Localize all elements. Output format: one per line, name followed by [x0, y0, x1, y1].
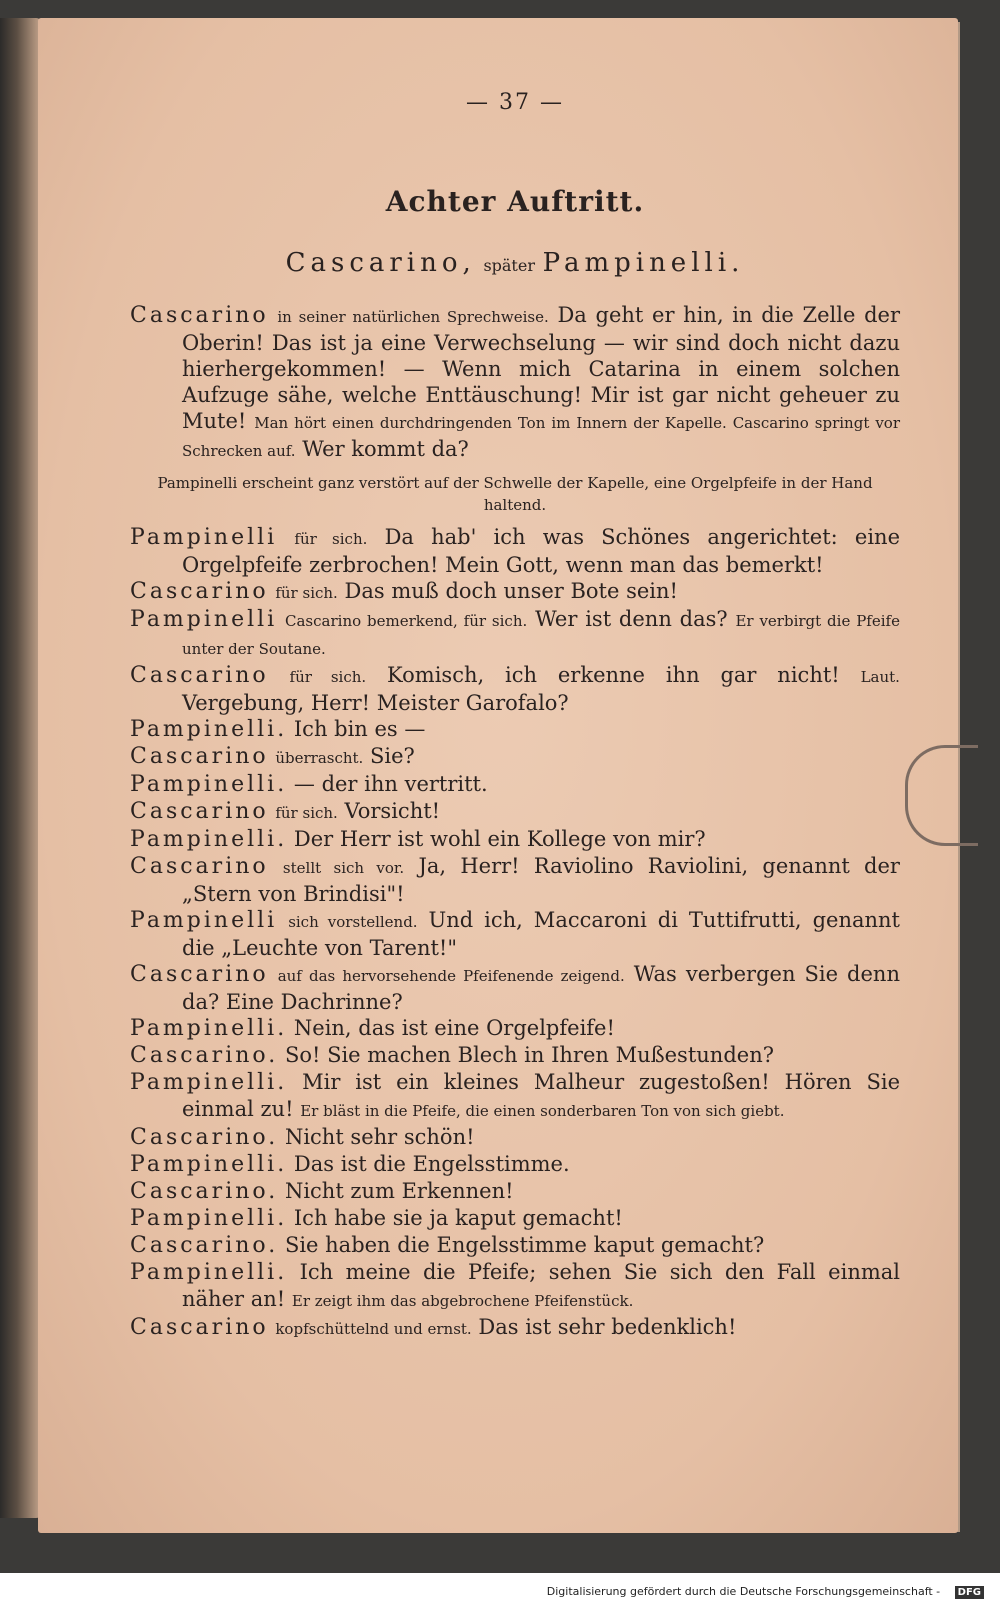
dialogue [130, 302, 900, 1342]
dialogue-line [130, 662, 900, 716]
dialogue-line [130, 716, 900, 743]
paper-clip-mark [905, 745, 978, 846]
dialogue-line [130, 743, 900, 771]
dialogue-line [130, 853, 900, 907]
stage-direction: Er bläst in die Pfeife, die einen sonderbaren Ton von sich giebt. [300, 1102, 785, 1120]
speaker-name: Cascarino [130, 744, 269, 769]
speaker-name: Cascarino [130, 962, 269, 987]
dialogue-line [130, 606, 900, 662]
dialogue-line [130, 961, 900, 1015]
spoken-text: Da geht er hin, in die Zelle der Oberin! Das ist ja eine Verwechselung — wir sind doch nicht dazu hierhergekommen! — Wenn mich Catarina in einem solchen Aufzuge sähe, welche Enttäuschung! Mir ist gar nicht geheuer zu Mute! [182, 303, 900, 433]
speaker-name: Cascarino [130, 579, 269, 604]
speaker-name: Pampinelli. [130, 827, 288, 852]
stage-direction: für sich. [294, 530, 368, 548]
spoken-text: Das muß doch unser Bote sein! [344, 579, 678, 603]
dialogue-line [130, 771, 900, 798]
dialogue-line [130, 524, 900, 578]
spoken-text: Komisch, ich erkenne ihn gar nicht! [387, 663, 840, 687]
speaker-name: Cascarino. [130, 1233, 279, 1258]
stage-direction: Er zeigt ihm das abgebrochene Pfeifenstück. [291, 1292, 634, 1310]
dialogue-line [130, 1042, 900, 1069]
spoken-text: Sie haben die Engelsstimme kaput gemacht? [284, 1233, 765, 1257]
stage-direction: Pampinelli erscheint ganz verstört auf der Schwelle der Kapelle, eine Orgelpfeife in der Hand haltend. [157, 474, 873, 514]
speaker-name: Pampinelli [130, 607, 278, 632]
spoken-text: Ja, Herr! Raviolino Raviolini, genannt der „Stern von Brindisi"! [182, 854, 900, 906]
stage-direction: für sich. [275, 804, 338, 822]
dfg-logo: DFG [955, 1586, 984, 1599]
cast-line [130, 248, 900, 278]
stage-direction: Man hört einen durchdringenden Ton im Innern der Kapelle. Cascarino springt vor Schrecken auf. [182, 414, 900, 460]
speaker-name: Pampinelli. [130, 1070, 288, 1095]
spoken-text: Sie? [370, 744, 415, 768]
cast-first: Cascarino, [285, 248, 476, 278]
spoken-text: Das ist die Engelsstimme. [293, 1152, 570, 1176]
dialogue-line [130, 1314, 900, 1342]
speaker-name: Cascarino [130, 1315, 269, 1340]
speaker-name: Cascarino [130, 854, 269, 879]
dialogue-line [130, 1151, 900, 1178]
spoken-text: Vorsicht! [344, 799, 441, 823]
spoken-text: Der Herr ist wohl ein Kollege von mir? [293, 827, 706, 851]
speaker-name: Cascarino. [130, 1179, 279, 1204]
stage-direction: für sich. [275, 584, 338, 602]
dialogue-line [130, 907, 900, 961]
dialogue-line [130, 798, 900, 826]
speaker-name: Pampinelli [130, 908, 278, 933]
stage-direction: sich vorstellend. [288, 913, 418, 931]
stage-direction: kopfschüttelnd und ernst. [275, 1320, 472, 1338]
speaker-name: Pampinelli. [130, 1206, 288, 1231]
stage-direction: Cascarino bemerkend, für sich. [285, 612, 528, 630]
spoken-text: Wer ist denn das? [535, 607, 728, 631]
speaker-name: Pampinelli [130, 525, 278, 550]
spoken-text: Was verbergen Sie denn da? Eine Dachrinne? [182, 962, 900, 1014]
spoken-text: Vergebung, Herr! Meister Garofalo? [182, 691, 569, 715]
stage-direction: Er verbirgt die Pfeife unter der Soutane. [182, 612, 900, 658]
dialogue-line [130, 1259, 900, 1314]
speaker-name: Cascarino. [130, 1125, 279, 1150]
spoken-text: Da hab' ich was Schönes angerichtet: eine Orgelpfeife zerbrochen! Mein Gott, wenn man das bemerkt! [182, 525, 900, 577]
dialogue-line [130, 826, 900, 853]
cast-second: Pampinelli. [542, 248, 745, 278]
stage-direction: auf das hervorsehende Pfeifenende zeigend. [277, 967, 625, 985]
speaker-name: Pampinelli. [130, 717, 288, 742]
speaker-name: Pampinelli. [130, 1260, 288, 1285]
dialogue-line [130, 302, 900, 464]
stage-direction: für sich. [289, 668, 367, 686]
digitization-footer [0, 1573, 1000, 1600]
spoken-text: Mir ist ein kleines Malheur zugestoßen! Hören Sie einmal zu! [182, 1070, 900, 1121]
spoken-text: Ich bin es — [293, 717, 426, 741]
stage-direction: in seiner natürlichen Sprechweise. [277, 308, 549, 326]
stage-direction: stellt sich vor. [282, 859, 405, 877]
speaker-name: Pampinelli. [130, 1152, 288, 1177]
spoken-text: — der ihn vertritt. [293, 772, 488, 796]
spoken-text: Das ist sehr bedenklich! [478, 1315, 737, 1339]
spoken-text: Nicht zum Erkennen! [284, 1179, 514, 1203]
page-number: — 37 — [466, 90, 564, 115]
scene-title: Achter Auftritt. [385, 185, 645, 218]
dialogue-line [130, 578, 900, 606]
spoken-text: Ich meine die Pfeife; sehen Sie sich den Fall einmal näher an! [182, 1260, 900, 1311]
dialogue-line [130, 1178, 900, 1205]
spoken-text: Nein, das ist eine Orgelpfeife! [293, 1016, 615, 1040]
spoken-text: Und ich, Maccaroni di Tuttifrutti, genannt die „Leuchte von Tarent!" [182, 908, 900, 960]
cast-later: später [483, 256, 535, 275]
dialogue-line [130, 1124, 900, 1151]
book-spine [0, 18, 42, 1518]
speaker-name: Cascarino. [130, 1043, 279, 1068]
page-content [130, 90, 900, 1342]
spoken-text: So! Sie machen Blech in Ihren Mußestunden? [284, 1043, 774, 1067]
dialogue-line [130, 1232, 900, 1259]
spoken-text: Nicht sehr schön! [284, 1125, 475, 1149]
dialogue-line [130, 1069, 900, 1124]
speaker-name: Cascarino [130, 663, 269, 688]
spoken-text: Ich habe sie ja kaput gemacht! [293, 1206, 623, 1230]
stage-direction: Laut. [860, 668, 900, 686]
stage-direction: überrascht. [275, 749, 364, 767]
speaker-name: Pampinelli. [130, 1016, 288, 1041]
footer-text: Digitalisierung gefördert durch die Deutsche Forschungsgemeinschaft - [546, 1585, 941, 1598]
speaker-name: Cascarino [130, 303, 269, 328]
dialogue-line [130, 1015, 900, 1042]
speaker-name: Pampinelli. [130, 772, 288, 797]
spoken-text: Wer kommt da? [302, 437, 469, 461]
speaker-name: Cascarino [130, 799, 269, 824]
dialogue-line [130, 1205, 900, 1232]
